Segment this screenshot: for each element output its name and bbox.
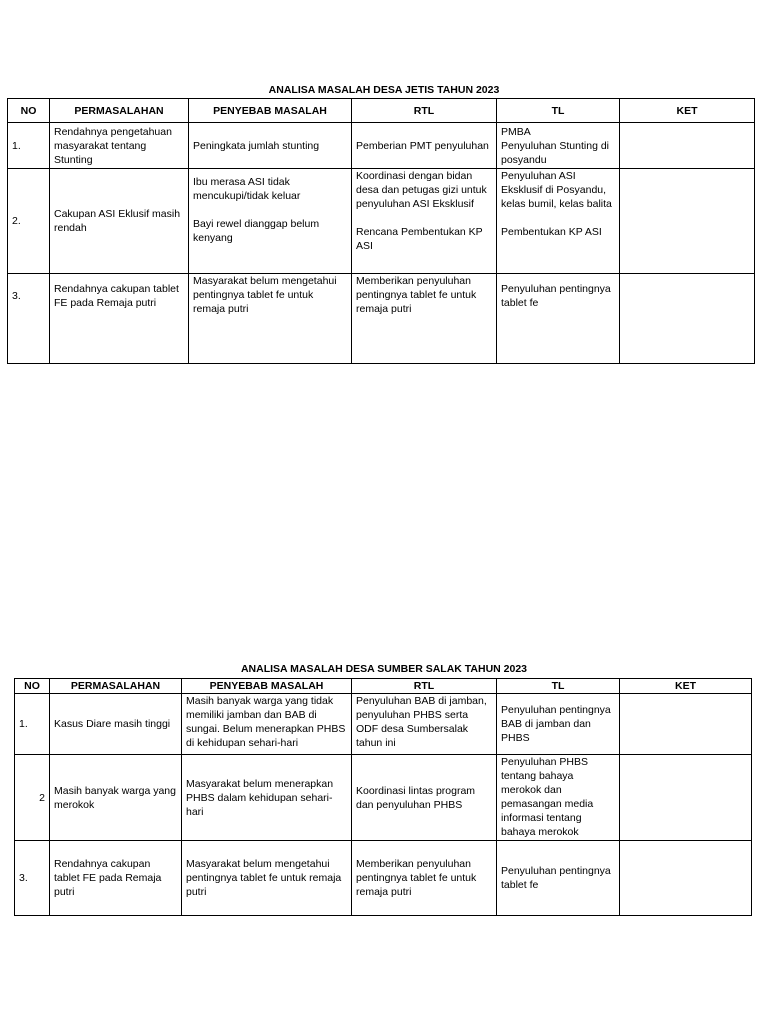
header-tl: TL bbox=[497, 99, 620, 123]
problem-analysis-table-jetis bbox=[7, 98, 755, 364]
table1-title: ANALISA MASALAH DESA JETIS TAHUN 2023 bbox=[268, 84, 500, 96]
cell-permasalahan: Rendahnya cakupan tablet FE pada Remaja putri bbox=[50, 274, 189, 364]
cell-ket bbox=[620, 274, 755, 364]
cell-rtl: Memberikan penyuluhan pentingnya tablet fe untuk remaja putri bbox=[352, 274, 497, 364]
header-permasalahan: PERMASALAHAN bbox=[50, 99, 189, 123]
cell-ket bbox=[620, 755, 752, 841]
header-penyebab-masalah: PENYEBAB MASALAH bbox=[189, 99, 352, 123]
header-penyebab-masalah: PENYEBAB MASALAH bbox=[182, 679, 352, 694]
table2-title: ANALISA MASALAH DESA SUMBER SALAK TAHUN 2023 bbox=[240, 663, 528, 675]
cell-permasalahan: Rendahnya cakupan tablet FE pada Remaja putri bbox=[50, 841, 182, 916]
cell-no: 2 bbox=[15, 755, 50, 841]
rtl-line: Koordinasi dengan bidan desa dan petugas gizi untuk penyuluhan ASI Eksklusif bbox=[356, 170, 487, 210]
problem-analysis-table-sumber-salak bbox=[14, 678, 752, 916]
cell-no: 3. bbox=[8, 274, 50, 364]
cell-no: 3. bbox=[15, 841, 50, 916]
cell-tl bbox=[497, 169, 620, 274]
cell-ket bbox=[620, 123, 755, 169]
cell-no: 1. bbox=[8, 123, 50, 169]
cell-rtl: Pemberian PMT penyuluhan bbox=[352, 123, 497, 169]
table-header-row bbox=[8, 99, 755, 123]
cell-penyebab: Peningkata jumlah stunting bbox=[189, 123, 352, 169]
rtl-line: Rencana Pembentukan KP ASI bbox=[356, 226, 483, 252]
tl-line: Penyuluhan ASI Eksklusif di Posyandu, kelas bumil, kelas balita bbox=[501, 170, 612, 210]
cell-tl bbox=[497, 123, 620, 169]
cell-penyebab: Masih banyak warga yang tidak memiliki jamban dan BAB di sungai. Belum menerapkan PHBS di kehidupan sehari-hari bbox=[182, 694, 352, 755]
cell-rtl: Penyuluhan BAB di jamban, penyuluhan PHBS serta ODF desa Sumbersalak tahun ini bbox=[352, 694, 497, 755]
cell-penyebab: Masyarakat belum mengetahui pentingnya tablet fe untuk remaja putri bbox=[182, 841, 352, 916]
header-no: NO bbox=[15, 679, 50, 694]
tl-line: Penyuluhan Stunting di posyandu bbox=[501, 139, 609, 166]
cell-permasalahan: Kasus Diare masih tinggi bbox=[50, 694, 182, 755]
cell-tl: Penyuluhan pentingnya tablet fe bbox=[497, 274, 620, 364]
table-row bbox=[8, 274, 755, 364]
cell-ket bbox=[620, 169, 755, 274]
penyebab-line: Ibu merasa ASI tidak mencukupi/tidak keluar bbox=[193, 176, 301, 202]
table-header-row bbox=[15, 679, 752, 694]
cell-permasalahan: Cakupan ASI Eklusif masih rendah bbox=[50, 169, 189, 274]
penyebab-line: Bayi rewel dianggap belum kenyang bbox=[193, 218, 320, 244]
cell-no: 2. bbox=[8, 169, 50, 274]
tl-line: PMBA bbox=[501, 125, 531, 138]
cell-penyebab: Masyarakat belum menerapkan PHBS dalam kehidupan sehari-hari bbox=[182, 755, 352, 841]
cell-ket bbox=[620, 694, 752, 755]
table-row bbox=[15, 694, 752, 755]
cell-penyebab bbox=[189, 169, 352, 274]
table-row bbox=[15, 841, 752, 916]
header-ket: KET bbox=[620, 99, 755, 123]
header-rtl: RTL bbox=[352, 679, 497, 694]
cell-tl: Penyuluhan pentingnya tablet fe bbox=[497, 841, 620, 916]
header-tl: TL bbox=[497, 679, 620, 694]
cell-ket bbox=[620, 841, 752, 916]
cell-permasalahan: Masih banyak warga yang merokok bbox=[50, 755, 182, 841]
header-ket: KET bbox=[620, 679, 752, 694]
cell-permasalahan: Rendahnya pengetahuan masyarakat tentang Stunting bbox=[50, 123, 189, 169]
cell-rtl: Memberikan penyuluhan pentingnya tablet fe untuk remaja putri bbox=[352, 841, 497, 916]
cell-rtl: Koordinasi lintas program dan penyuluhan PHBS bbox=[352, 755, 497, 841]
cell-penyebab: Masyarakat belum mengetahui pentingnya tablet fe untuk remaja putri bbox=[189, 274, 352, 364]
tl-line: Pembentukan KP ASI bbox=[501, 226, 602, 238]
cell-no: 1. bbox=[15, 694, 50, 755]
header-rtl: RTL bbox=[352, 99, 497, 123]
header-no: NO bbox=[8, 99, 50, 123]
table-row bbox=[8, 169, 755, 274]
table-row bbox=[8, 123, 755, 169]
cell-tl: Penyuluhan pentingnya BAB di jamban dan PHBS bbox=[497, 694, 620, 755]
cell-tl: Penyuluhan PHBS tentang bahaya merokok dan pemasangan media informasi tentang bahaya merokok bbox=[497, 755, 620, 841]
cell-rtl bbox=[352, 169, 497, 274]
header-permasalahan: PERMASALAHAN bbox=[50, 679, 182, 694]
table-row bbox=[15, 755, 752, 841]
